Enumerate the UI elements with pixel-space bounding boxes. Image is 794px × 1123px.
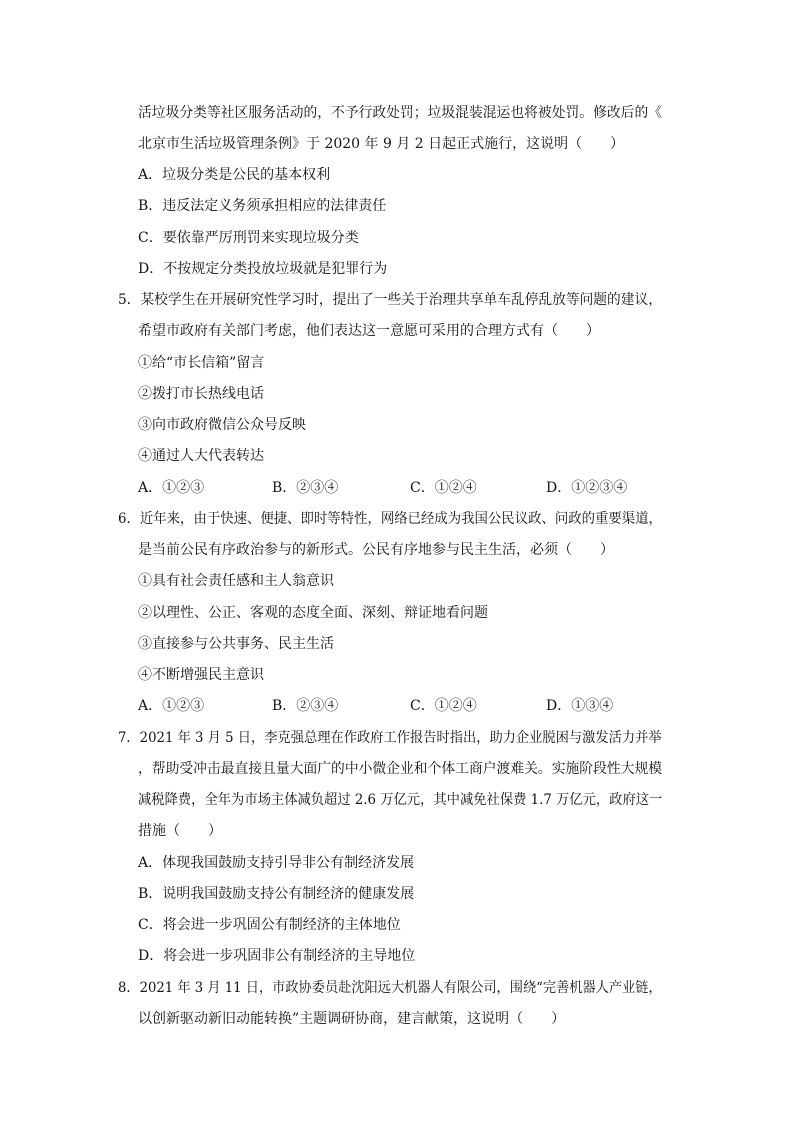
q4-option-c: C．要依靠严厉刑罚来实现垃圾分类 (138, 230, 359, 246)
q7-option-d: D．将会进一步巩固非公有制经济的主导地位 (138, 948, 416, 964)
q7-option-c: C．将会进一步巩固公有制经济的主体地位 (138, 917, 401, 933)
q7-option-b: B．说明我国鼓励支持公有制经济的健康发展 (138, 886, 415, 902)
q7-stem-line-2: ，帮助受冲击最直接且量大面广的中小微企业和个体工商户渡难关。实施阶段性大规模 (138, 761, 663, 777)
q6-choice-d: D．①③④ (546, 698, 614, 714)
q8-stem-line-1: 8．2021 年 3 月 11 日，市政协委员赴沈阳远大机器人有限公司，围绕“完善机器人产业链， (118, 980, 662, 996)
q4-option-b: B．违反法定义务须承担相应的法律责任 (138, 198, 387, 214)
q6-item-1: ①具有社会责任感和主人翁意识 (138, 573, 334, 589)
q5-stem-line-1: 5．某校学生在开展研究性学习时，提出了一些关于治理共享单车乱停乱放等问题的建议， (118, 292, 662, 308)
q7-option-a: A．体现我国鼓励支持引导非公有制经济发展 (138, 855, 415, 871)
q6-choice-b: B．②③④ (272, 698, 339, 714)
q4-option-a: A．垃圾分类是公民的基本权利 (138, 167, 331, 183)
q6-stem-line-1: 6．近年来，由于快速、便捷、即时等特性，网络已经成为我国公民议政、问政的重要渠道， (118, 511, 662, 527)
q5-choice-b: B．②③④ (272, 480, 339, 496)
q5-item-1: ①给“市长信箱”留言 (138, 355, 265, 371)
q5-item-3: ③向市政府微信公众号反映 (138, 417, 306, 433)
q6-item-4: ④不断增强民主意识 (138, 667, 264, 683)
q7-stem-line-4: 措施（ ） (138, 823, 222, 839)
q4-stem-line-1: 活垃圾分类等社区服务活动的，不予行政处罚；垃圾混装混运也将被处罚。修改后的《 (138, 105, 663, 121)
q5-choice-c: C．①②④ (410, 480, 477, 496)
q4-option-d: D．不按规定分类投放垃圾就是犯罪行为 (138, 261, 388, 277)
q7-stem-line-1: 7．2021 年 3 月 5 日，李克强总理在作政府工作报告时指出，助力企业脱困与激发活力并举 (118, 730, 662, 746)
q6-item-2: ②以理性、公正、客观的态度全面、深刻、辩证地看问题 (138, 605, 488, 621)
q6-item-3: ③直接参与公共事务、民主生活 (138, 636, 334, 652)
q7-stem-line-3: 减税降费，全年为市场主体减负超过 2.6 万亿元，其中减免社保费 1.7 万亿元，政府这一 (138, 792, 663, 808)
q5-item-2: ②拨打市长热线电话 (138, 386, 264, 402)
q6-stem-line-2: 是当前公民有序政治参与的新形式。公民有序地参与民主生活，必须（ ） (138, 542, 614, 558)
q5-choice-a: A．①②③ (138, 480, 205, 496)
q8-stem-line-2: 以创新驱动新旧动能转换”主题调研协商，建言献策，这说明（ ） (138, 1011, 566, 1027)
q5-choice-d: D．①②③④ (546, 480, 628, 496)
q5-stem-line-2: 希望市政府有关部门考虑，他们表达这一意愿可采用的合理方式有（ ） (138, 323, 600, 339)
q4-stem-line-2: 北京市生活垃圾管理条例》于 2020 年 9 月 2 日起正式施行，这说明（ ） (138, 136, 625, 152)
q6-choice-c: C．①②④ (410, 698, 477, 714)
q6-choice-a: A．①②③ (138, 698, 205, 714)
q5-item-4: ④通过人大代表转达 (138, 448, 264, 464)
